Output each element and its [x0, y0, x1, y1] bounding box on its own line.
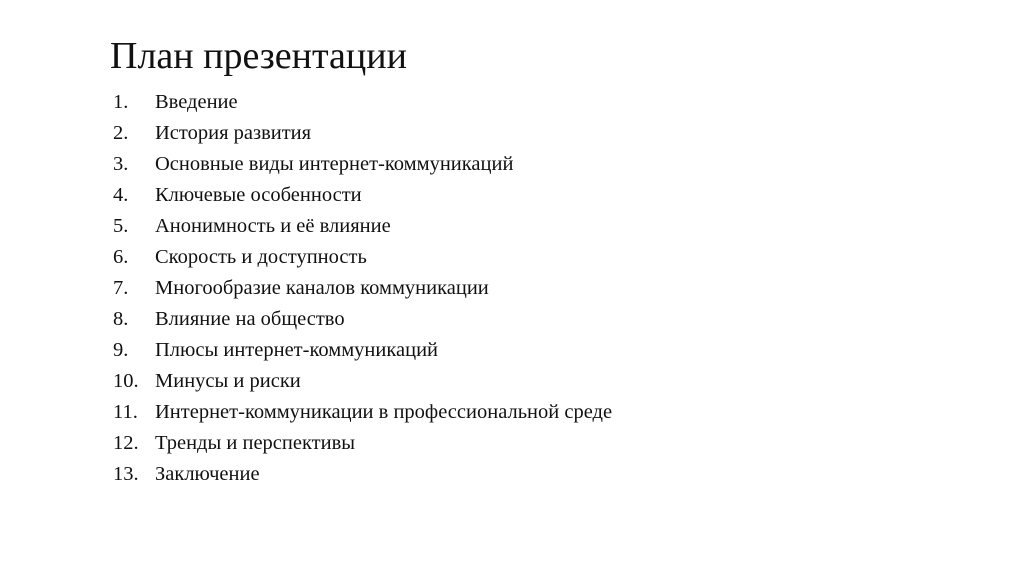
- agenda-item-text: История развития: [155, 122, 312, 144]
- agenda-item: [113, 180, 612, 211]
- agenda-item-number: 8.: [113, 308, 129, 330]
- agenda-item-text: Плюсы интернет-коммуникаций: [155, 339, 439, 361]
- agenda-item-number: 10.: [113, 370, 139, 392]
- agenda-item-text: Многообразие каналов коммуникации: [155, 277, 489, 299]
- agenda-item: [113, 273, 612, 304]
- agenda-item-number: 7.: [113, 277, 129, 299]
- agenda-item-text: Основные виды интернет-коммуникаций: [155, 153, 514, 175]
- agenda-item-text: Ключевые особенности: [155, 184, 362, 206]
- agenda-item-text: Влияние на общество: [155, 308, 345, 330]
- agenda-item: [113, 211, 612, 242]
- agenda-list: [113, 87, 612, 490]
- agenda-item: [113, 149, 612, 180]
- agenda-item: [113, 459, 612, 490]
- agenda-item-number: 5.: [113, 215, 129, 237]
- agenda-item-number: 4.: [113, 184, 129, 206]
- agenda-item: [113, 304, 612, 335]
- agenda-item-number: 13.: [113, 463, 139, 485]
- agenda-item: [113, 428, 612, 459]
- agenda-item-text: Заключение: [155, 463, 260, 485]
- agenda-item: [113, 118, 612, 149]
- agenda-item: [113, 397, 612, 428]
- agenda-item-number: 6.: [113, 246, 129, 268]
- agenda-item-number: 2.: [113, 122, 129, 144]
- agenda-item-number: 3.: [113, 153, 129, 175]
- agenda-item-text: Тренды и перспективы: [155, 432, 356, 454]
- agenda-item: [113, 242, 612, 273]
- agenda-item-text: Анонимность и её влияние: [155, 215, 391, 237]
- agenda-item-text: Минусы и риски: [155, 370, 301, 392]
- agenda-item: [113, 335, 612, 366]
- agenda-item: [113, 366, 612, 397]
- slide-title: План презентации: [110, 35, 407, 77]
- agenda-item-number: 12.: [113, 432, 139, 454]
- agenda-item-text: Интернет-коммуникации в профессиональной среде: [155, 401, 613, 423]
- agenda-item-text: Скорость и доступность: [155, 246, 367, 268]
- agenda-item-number: 9.: [113, 339, 129, 361]
- agenda-item-number: 1.: [113, 91, 129, 113]
- agenda-item-number: 11.: [113, 401, 138, 423]
- agenda-item: [113, 87, 612, 118]
- agenda-item-text: Введение: [155, 91, 238, 113]
